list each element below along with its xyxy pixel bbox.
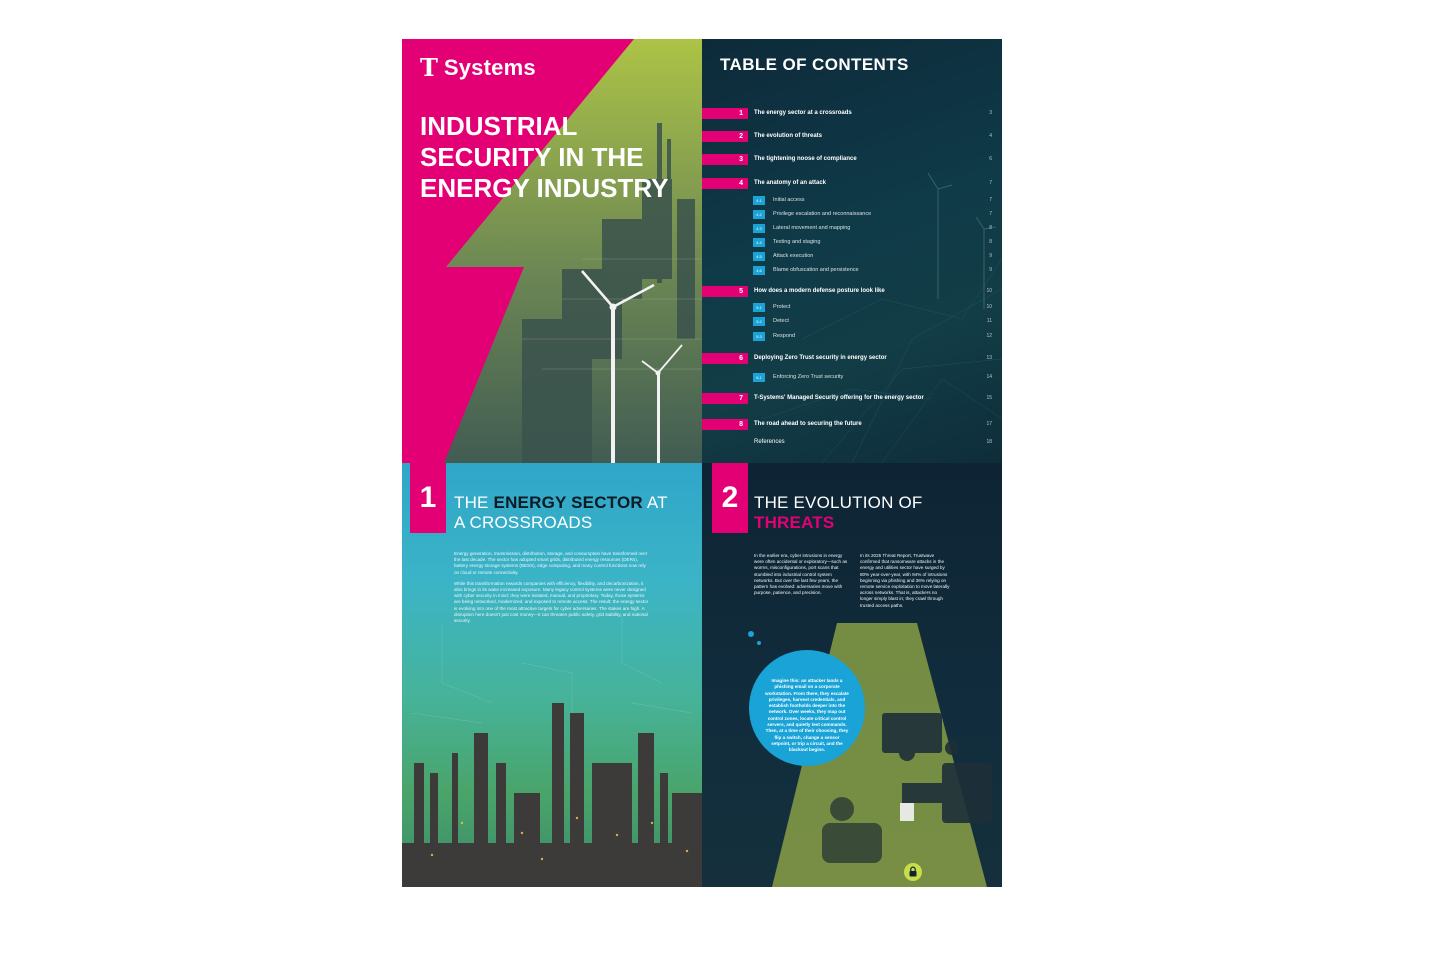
- toc-item-number: 8: [702, 419, 748, 430]
- toc-subitem[interactable]: [753, 195, 992, 205]
- toc-subitem-label: Blame obfuscation and persistence: [773, 267, 859, 273]
- toc-title: TABLE OF CONTENTS: [720, 55, 909, 74]
- cover-title: [420, 111, 680, 204]
- toc-subitem[interactable]: [753, 331, 992, 341]
- toc-subitem-label: Protect: [773, 304, 791, 310]
- toc-item-number: 7: [702, 393, 748, 404]
- toc-item-label: The energy sector at a crossroads: [754, 110, 852, 116]
- section-title: [454, 493, 668, 533]
- cover-title-line: ENERGY INDUSTRY: [420, 173, 669, 203]
- toc-item-page: 7: [989, 180, 992, 186]
- toc-subitem[interactable]: [753, 209, 992, 219]
- section-body-col-1: [754, 553, 852, 601]
- toc-subitem[interactable]: [753, 251, 992, 261]
- toc-item-page: 13: [986, 355, 992, 361]
- t-systems-logo: [420, 55, 536, 81]
- section-title-highlight: ENERGY SECTOR: [493, 493, 643, 512]
- toc-subitem-number: 4.5: [753, 252, 765, 261]
- toc-subitem-page: 7: [989, 211, 992, 217]
- toc-item[interactable]: [702, 177, 992, 189]
- toc-references-page: 18: [986, 439, 992, 445]
- section-title: [754, 493, 923, 533]
- toc-subitem-label: Testing and staging: [773, 239, 821, 245]
- lightning-bolt-graphic: [402, 39, 702, 463]
- toc-subitem-label: Respond: [773, 333, 796, 339]
- brochure-spread: [402, 39, 1002, 887]
- body-paragraph: While this transformation rewards companies with efficiency, flexibility, and decarbonization, it also brings in its wake increased exposure. Many legacy control systems were never designed with cyber security in mind; they were isolated, manual, and proprietary. Today, those systems are being networked, modernized, and exposed to remote access. The result: the energy sector is evolving into one of the most attractive targets for cyber adversaries. The stakes are high. A disruption here doesn't just cost money—it can threaten public safety, grid stability, and national security.: [454, 580, 649, 624]
- section-title-highlight: THREATS: [754, 513, 835, 532]
- lock-icon: [904, 863, 922, 881]
- toc-subitem-page: 12: [986, 333, 992, 339]
- section-title-part: THE: [454, 493, 494, 512]
- body-paragraph: In the earlier era, cyber intrusions in energy were often accidental or exploratory—such as worms, misconfigurations, port scans that stumbled into industrial control system networks. But over the last few years, the pattern has evolved: adversaries move with purpose, patience, and precision.: [754, 553, 848, 596]
- toc-item-label: The anatomy of an attack: [754, 180, 827, 186]
- section-body: [454, 551, 650, 629]
- toc-item-label: T-Systems' Managed Security offering for the energy sector: [754, 395, 924, 401]
- toc-subitem-page: 10: [986, 304, 992, 310]
- toc-item-number: 1: [702, 108, 748, 119]
- cover-title-line: SECURITY IN THE: [420, 142, 644, 172]
- bubble-dot: [748, 631, 754, 637]
- toc-subitem-label: Lateral movement and mapping: [773, 225, 851, 231]
- toc-subitem[interactable]: [753, 316, 992, 326]
- toc-item-number: 4: [702, 178, 748, 189]
- section-title-part: THE EVOLUTION OF: [754, 493, 923, 512]
- toc-subitem[interactable]: [753, 237, 992, 247]
- toc-subitem-page: 9: [989, 267, 992, 273]
- bubble-dot: [757, 641, 761, 645]
- toc-item-number: 2: [702, 131, 748, 142]
- toc-subitem-number: 4.6: [753, 266, 765, 275]
- toc-item-label: The evolution of threats: [754, 133, 823, 139]
- section-1-panel: [402, 463, 702, 887]
- toc-subitem-label: Attack execution: [773, 253, 814, 259]
- toc-item[interactable]: [702, 130, 992, 142]
- toc-subitem-number: 4.2: [753, 210, 765, 219]
- toc-subitem-label: Detect: [773, 318, 789, 324]
- toc-subitem-number: 4.1: [753, 196, 765, 205]
- callout-text: Imagine this: an attacker lands a phishing email on a corporate workstation. From there, they escalate privileges, harvest credentials, and establish footholds deeper into the network. Over weeks, they map out control zones, locate critical control servers, and quietly test commands. Then, at a time of their choosing, they flip a switch, change a sensor setpoint, or trip a circuit, and the blackout begins.: [765, 678, 849, 753]
- section-title-part: AT: [642, 493, 668, 512]
- toc-item-page: 17: [986, 421, 992, 427]
- toc-subitem[interactable]: [753, 302, 992, 312]
- toc-subitem-label: Initial access: [773, 197, 805, 203]
- toc-item-label: The tightening noose of compliance: [754, 156, 857, 162]
- toc-references-label: References: [754, 439, 785, 445]
- toc-item-number: 3: [702, 154, 748, 165]
- toc-item-label: How does a modern defense posture look like: [754, 288, 885, 294]
- toc-item-label: Deploying Zero Trust security in energy sector: [754, 355, 887, 361]
- toc-item-page: 15: [986, 395, 992, 401]
- cover-panel: [402, 39, 702, 463]
- body-paragraph: In its 2025 Threat Report, Trustwave confirmed that ransomware attacks in the energy and utilities sector have surged by 80% year-over-year, with 94% of intrusions beginning via phishing and 36% relying on remote service exploitation to move laterally across networks. That is, attackers no longer simply blast in; they crawl through trusted access paths.: [860, 553, 950, 608]
- toc-subitem-page: 8: [989, 225, 992, 231]
- toc-references[interactable]: [702, 437, 992, 447]
- toc-subitem[interactable]: [753, 265, 992, 275]
- toc-item-number: 5: [702, 286, 748, 297]
- cover-title-line: INDUSTRIAL: [420, 111, 578, 141]
- toc-subitem-number: 4.3: [753, 224, 765, 233]
- toc-subitem-page: 14: [986, 374, 992, 380]
- logo-wordmark: Systems: [443, 55, 536, 80]
- t-logo-icon: T: [420, 53, 438, 82]
- toc-item-page: 4: [989, 133, 992, 139]
- toc-item[interactable]: [702, 285, 992, 297]
- toc-subitem-page: 11: [986, 318, 992, 324]
- toc-subitem[interactable]: [753, 372, 992, 382]
- body-paragraph: Energy generation, transmission, distribution, storage, and consumption have transformed over the last decade. The sector has adopted smart grids, distributed energy resources (DERs), battery energy storage systems (BESS), edge computing, and many control functions now rely on cloud or remote connectivity.: [454, 551, 648, 575]
- toc-subitem-number: 6.1: [753, 373, 765, 382]
- toc-item[interactable]: [702, 352, 992, 364]
- toc-item-page: 6: [989, 156, 992, 162]
- section-body-col-2: [860, 553, 950, 614]
- toc-subitem-label: Privilege escalation and reconnaissance: [773, 211, 872, 217]
- section-number: 2: [712, 463, 748, 533]
- toc-subitem-label: Enforcing Zero Trust security: [773, 374, 844, 380]
- toc-subitem-number: 5.2: [753, 317, 765, 326]
- toc-subitem-page: 8: [989, 239, 992, 245]
- section-2-panel: [702, 463, 1002, 887]
- section-number: 1: [410, 463, 446, 533]
- toc-item-page: 3: [989, 110, 992, 116]
- toc-item-label: The road ahead to securing the future: [754, 421, 862, 427]
- toc-item-number: 6: [702, 353, 748, 364]
- toc-subitem-page: 9: [989, 253, 992, 259]
- toc-panel: [702, 39, 1002, 463]
- toc-subitem-number: 5.1: [753, 303, 765, 312]
- toc-subitem-number: 5.3: [753, 332, 765, 341]
- section-title-part: A CROSSROADS: [454, 513, 593, 532]
- toc-item[interactable]: [702, 107, 992, 119]
- toc-item[interactable]: [702, 418, 992, 430]
- toc-item-page: 10: [986, 288, 992, 294]
- toc-subitem-page: 7: [989, 197, 992, 203]
- callout-bubble: [749, 650, 865, 766]
- toc-subitem[interactable]: [753, 223, 992, 233]
- toc-item[interactable]: [702, 392, 992, 404]
- toc-subitem-number: 4.4: [753, 238, 765, 247]
- toc-item[interactable]: [702, 153, 992, 165]
